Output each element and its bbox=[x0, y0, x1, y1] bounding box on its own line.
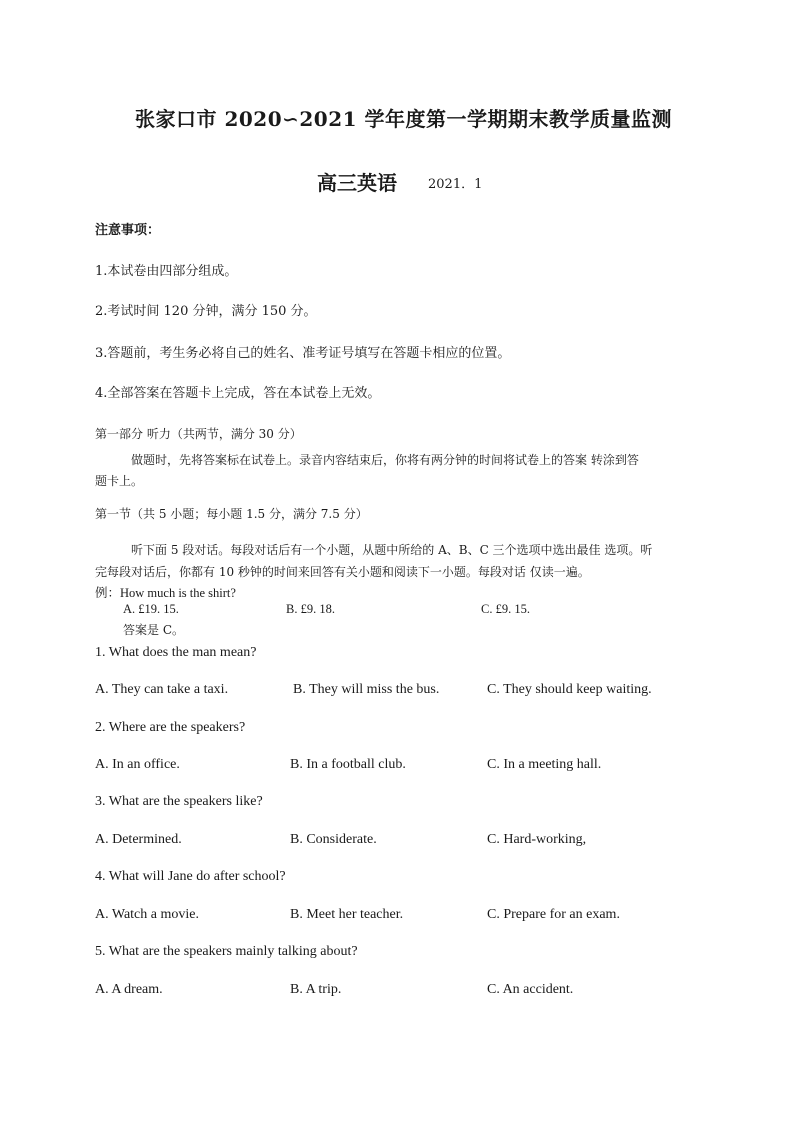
note-item: 1.本试卷由四部分组成。 bbox=[95, 264, 238, 279]
option-c: C. Prepare for an exam. bbox=[487, 907, 620, 922]
notes-heading: 注意事项： bbox=[95, 223, 161, 238]
option-b: B. Meet her teacher. bbox=[290, 907, 404, 922]
note-item: 4.全部答案在答题卡上完成，答在本试卷上无效。 bbox=[95, 386, 381, 401]
question-text: 5. What are the speakers mainly talking about? bbox=[95, 944, 358, 959]
part1-heading: 第一部分 听力（共两节，满分 30 分） bbox=[95, 427, 302, 441]
part1-instruction-line2: 题卡上。 bbox=[95, 474, 144, 488]
question-text: 2. Where are the speakers? bbox=[95, 720, 246, 735]
question-text: 4. What will Jane do after school? bbox=[95, 869, 286, 884]
exam-date: 2021．1 bbox=[428, 177, 483, 192]
exam-title: 张家口市 2020∽2021 学年度第一学期期末教学质量监测 bbox=[135, 107, 673, 131]
example-question: 例：How much is the shirt? bbox=[95, 586, 236, 600]
option-a: A. They can take a taxi. bbox=[95, 682, 229, 697]
question-text: 3. What are the speakers like? bbox=[95, 794, 263, 809]
subject-title: 高三英语 bbox=[317, 171, 397, 195]
example-option-a: A. £19. 15. bbox=[123, 602, 179, 616]
option-c: C. An accident. bbox=[487, 982, 574, 997]
option-b: B. A trip. bbox=[290, 982, 342, 997]
option-b: B. They will miss the bus. bbox=[293, 682, 440, 697]
option-c: C. In a meeting hall. bbox=[487, 757, 602, 772]
note-item: 3.答题前，考生务必将自己的姓名、准考证号填写在答题卡相应的位置。 bbox=[95, 346, 511, 361]
option-a: A. Watch a movie. bbox=[95, 907, 199, 922]
example-option-c: C. £9. 15. bbox=[481, 602, 530, 616]
option-a: A. Determined. bbox=[95, 832, 182, 847]
option-c: C. They should keep waiting. bbox=[487, 682, 652, 697]
option-b: B. In a football club. bbox=[290, 757, 406, 772]
note-item: 2.考试时间 120 分钟，满分 150 分。 bbox=[95, 304, 317, 319]
part1-instruction-line1: 做题时，先将答案标在试卷上。录音内容结束后，你将有两分钟的时间将试卷上的答案 转涂到答 bbox=[131, 453, 639, 467]
section1-instruction-line2: 完每段对话后，你都有 10 秒钟的时间来回答有关小题和阅读下一小题。每段对话 仅读一遍。 bbox=[95, 565, 590, 579]
example-option-b: B. £9. 18. bbox=[286, 602, 335, 616]
section1-instruction-line1: 听下面 5 段对话。每段对话后有一个小题，从题中所给的 A、B、C 三个选项中选出最佳 选项。听 bbox=[131, 543, 653, 557]
option-a: A. In an office. bbox=[95, 757, 180, 772]
option-b: B. Considerate. bbox=[290, 832, 377, 847]
section1-heading: 第一节（共 5 小题；每小题 1.5 分，满分 7.5 分） bbox=[95, 507, 368, 521]
option-a: A. A dream. bbox=[95, 982, 163, 997]
example-answer: 答案是 C。 bbox=[123, 623, 184, 637]
option-c: C. Hard-working, bbox=[487, 832, 587, 847]
question-text: 1. What does the man mean? bbox=[95, 645, 257, 660]
